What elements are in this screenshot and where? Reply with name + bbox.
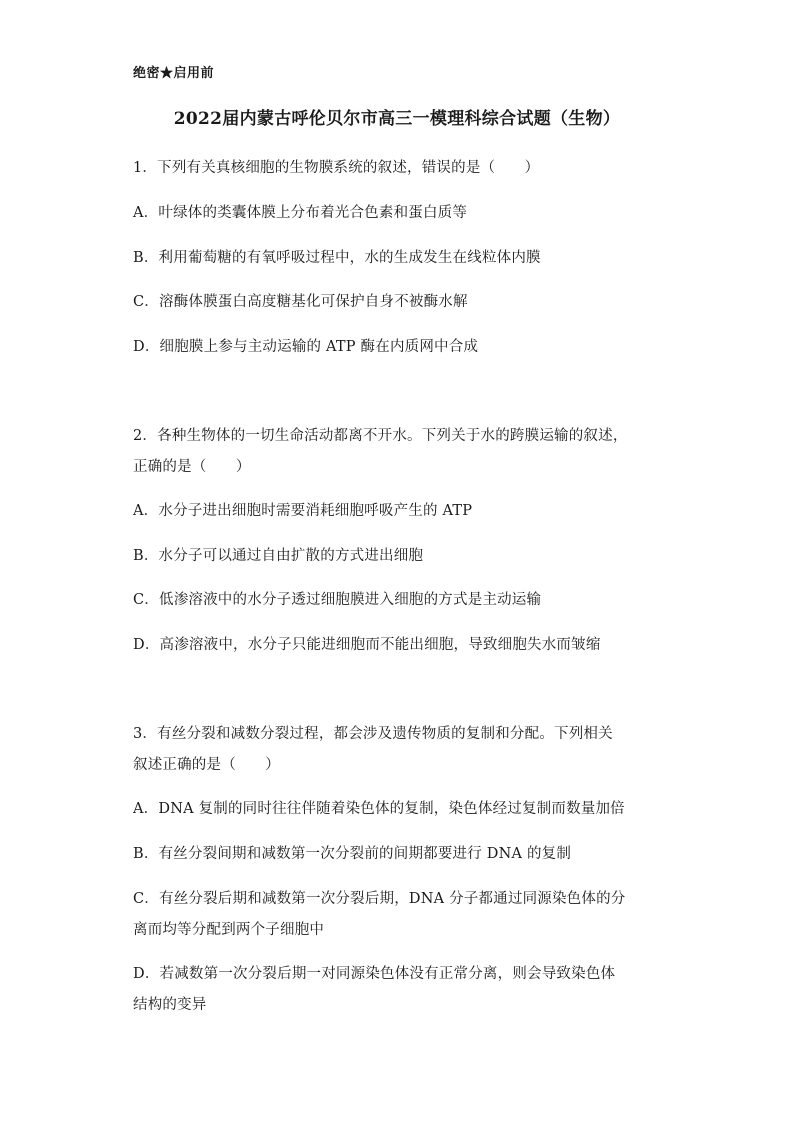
option-a: A．水分子进出细胞时需要消耗细胞呼吸产生的 ATP [133, 503, 473, 519]
question-stem-line: 3．有丝分裂和减数分裂过程，都会涉及遗传物质的复制和分配。下列相关 [133, 726, 613, 742]
option-c: C．溶酶体膜蛋白高度糖基化可保护自身不被酶水解 [133, 294, 468, 310]
question-stem-line: 正确的是（ ） [133, 459, 251, 475]
option-c-line-1: C．有丝分裂后期和减数第一次分裂后期，DNA 分子都通过同源染色体的分 [133, 891, 626, 907]
secret-label: 绝密★启用前 [133, 66, 215, 81]
question-stem-line: 叙述正确的是（ ） [133, 757, 280, 773]
option-c-line-2: 离而均等分配到两个子细胞中 [133, 922, 325, 938]
option-d-line-2: 结构的变异 [133, 997, 207, 1013]
option-a: A．DNA 复制的同时往往伴随着染色体的复制，染色体经过复制而数量加倍 [133, 801, 625, 817]
question-stem-line: 2．各种生物体的一切生命活动都离不开水。下列关于水的跨膜运输的叙述， [133, 428, 628, 444]
page-title: 2022届内蒙古呼伦贝尔市高三一模理科综合试题（生物） [173, 109, 621, 129]
option-a: A．叶绿体的类囊体膜上分布着光合色素和蛋白质等 [133, 205, 468, 221]
question-stem-line: 1．下列有关真核细胞的生物膜系统的叙述，错误的是（ ） [133, 160, 540, 176]
option-b: B．水分子可以通过自由扩散的方式进出细胞 [133, 548, 424, 564]
option-d: D．细胞膜上参与主动运输的 ATP 酶在内质网中合成 [133, 339, 479, 355]
option-d-line-1: D．若减数第一次分裂后期一对同源染色体没有正常分离，则会导致染色体 [133, 966, 616, 982]
option-b: B．利用葡萄糖的有氧呼吸过程中，水的生成发生在线粒体内膜 [133, 250, 541, 266]
option-b: B．有丝分裂间期和减数第一次分裂前的间期都要进行 DNA 的复制 [133, 846, 572, 862]
option-c: C．低渗溶液中的水分子透过细胞膜进入细胞的方式是主动运输 [133, 592, 542, 608]
option-d: D．高渗溶液中，水分子只能进细胞而不能出细胞，导致细胞失水而皱缩 [133, 637, 601, 653]
